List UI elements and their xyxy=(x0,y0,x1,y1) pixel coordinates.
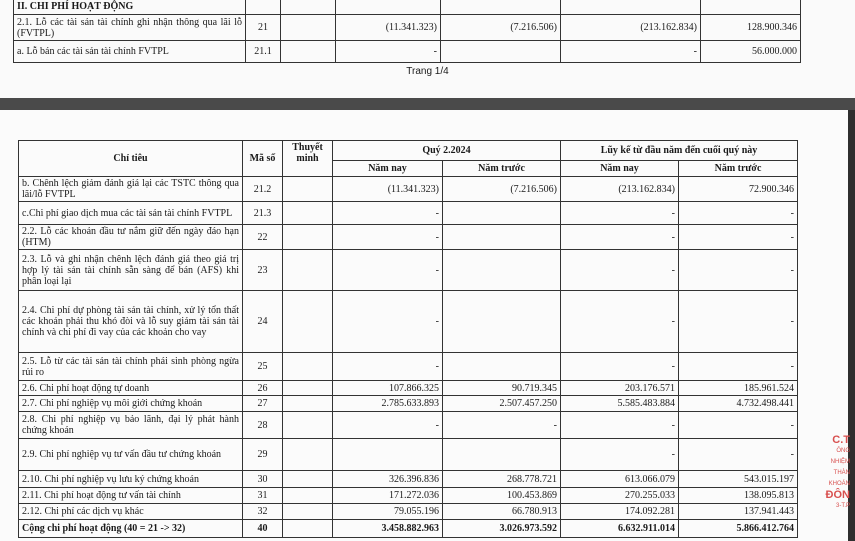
page-2 xyxy=(0,110,848,541)
row-label: 2.8. Chi phí nghiệp vụ bảo lãnh, đại lý phát hành chứng khoán xyxy=(19,412,243,439)
row-note xyxy=(283,439,333,471)
page-1-bottom xyxy=(0,0,855,98)
row-note xyxy=(283,488,333,504)
row-ytd-prev: - xyxy=(679,250,798,291)
top-expense-table xyxy=(13,0,801,63)
stamp-text: KHOÁN xyxy=(828,481,850,487)
table-row xyxy=(19,291,798,353)
header-ytd: Lũy kế từ đầu năm đến cuối quý này xyxy=(561,141,798,161)
row-note xyxy=(283,504,333,520)
row-ytd-now: 270.255.033 xyxy=(561,488,679,504)
table-row xyxy=(19,250,798,291)
table-row xyxy=(19,225,798,250)
row-label: c.Chi phí giao dịch mua các tài sản tài chính FVTPL xyxy=(19,202,243,225)
row-q-prev xyxy=(443,225,561,250)
header-ytd-last-year: Năm trước xyxy=(679,161,798,177)
stamp-text: NHIỆM xyxy=(830,459,850,465)
row-ytd-prev: 137.941.443 xyxy=(679,504,798,520)
row-code: 22 xyxy=(243,225,283,250)
row-label: 2.12. Chi phí các dịch vụ khác xyxy=(19,504,243,520)
row-ytd-now: - xyxy=(561,202,679,225)
table-row: a. Lỗ bán các tài sản tài chính FVTPL 21.1 - - 56.000.000 xyxy=(14,41,801,63)
row-note xyxy=(283,291,333,353)
row-ytd-prev: 138.095.813 xyxy=(679,488,798,504)
row-q-now xyxy=(333,439,443,471)
row-ytd-prev: 5.866.412.764 xyxy=(679,520,798,538)
row-ytd-now: - xyxy=(561,250,679,291)
row-code: 21.2 xyxy=(243,177,283,202)
header-code: Mã số xyxy=(243,141,283,177)
header-q-last-year: Năm trước xyxy=(443,161,561,177)
stamp-text: 3-T.P xyxy=(835,503,850,509)
row-q-prev xyxy=(443,439,561,471)
row-label: 2.11. Chi phí hoạt động tư vấn tài chính xyxy=(19,488,243,504)
row-ytd-now: - xyxy=(561,439,679,471)
page-separator xyxy=(0,98,855,110)
table-row xyxy=(19,381,798,396)
row-q-now: - xyxy=(333,412,443,439)
row-q-prev xyxy=(443,291,561,353)
header-ytd-this-year: Năm nay xyxy=(561,161,679,177)
row-ytd-now: 174.092.281 xyxy=(561,504,679,520)
company-stamp xyxy=(820,435,850,512)
row-q-prev: 268.778.721 xyxy=(443,471,561,488)
table-row xyxy=(19,439,798,471)
table-row xyxy=(19,177,798,202)
row-q-now: 171.272.036 xyxy=(333,488,443,504)
row-q-now: 79.055.196 xyxy=(333,504,443,520)
row-ytd-prev: - xyxy=(679,225,798,250)
row-ytd-prev: - xyxy=(679,291,798,353)
row-label: 2.6. Chi phí hoạt động tự doanh xyxy=(19,381,243,396)
row-q-prev xyxy=(443,353,561,381)
row-note xyxy=(283,225,333,250)
row-note xyxy=(283,396,333,412)
row-q-now: - xyxy=(333,250,443,291)
row-label: b. Chênh lệch giảm đánh giá lại các TSTC thông qua lãi/lỗ FVTPL xyxy=(19,177,243,202)
row-ytd-now: - xyxy=(561,353,679,381)
header-q-this-year: Năm nay xyxy=(333,161,443,177)
row-code: 30 xyxy=(243,471,283,488)
row-note xyxy=(283,520,333,538)
row-label: 2.9. Chi phí nghiệp vụ tư vấn đầu tư chứng khoán xyxy=(19,439,243,471)
row-code: 23 xyxy=(243,250,283,291)
row-q-now: - xyxy=(333,225,443,250)
row-ytd-prev: 4.732.498.441 xyxy=(679,396,798,412)
row-code: 25 xyxy=(243,353,283,381)
table-row xyxy=(19,353,798,381)
row-q-now: - xyxy=(333,353,443,381)
header-note: Thuyết minh xyxy=(283,141,333,177)
row-ytd-prev: - xyxy=(679,412,798,439)
row-q-prev: (7.216.506) xyxy=(443,177,561,202)
row-q-prev xyxy=(443,250,561,291)
row-q-prev: 3.026.973.592 xyxy=(443,520,561,538)
row-code: 32 xyxy=(243,504,283,520)
table-row xyxy=(19,202,798,225)
row-note xyxy=(283,202,333,225)
stamp-text: ĐÔN xyxy=(825,489,850,501)
row-ytd-prev: - xyxy=(679,439,798,471)
row-code: 29 xyxy=(243,439,283,471)
row-code: 40 xyxy=(243,520,283,538)
row-label: 2.7. Chi phí nghiệp vụ môi giới chứng khoán xyxy=(19,396,243,412)
row-ytd-now: - xyxy=(561,291,679,353)
stamp-text: THÀN xyxy=(833,470,850,476)
row-q-now: - xyxy=(333,291,443,353)
row-code: 26 xyxy=(243,381,283,396)
row-label: 2.5. Lỗ từ các tài sản tài chính phái sinh phòng ngừa rủi ro xyxy=(19,353,243,381)
row-q-now: 326.396.836 xyxy=(333,471,443,488)
row-label: 2.4. Chi phí dự phòng tài sản tài chính, xử lý tổn thất các khoản phải thu khó đòi và lỗ suy giảm tài sản tài chính và chi phí đi vay của các khoản cho vay xyxy=(19,291,243,353)
row-q-prev xyxy=(443,202,561,225)
table-row xyxy=(19,504,798,520)
table-row xyxy=(19,471,798,488)
row-note xyxy=(283,250,333,291)
row-label: 2.3. Lỗ và ghi nhận chênh lệch đánh giá theo giá trị hợp lý tài sản tài chính sẵn sàng để bán (AFS) khi phân loại lại xyxy=(19,250,243,291)
row-code: 27 xyxy=(243,396,283,412)
row-note xyxy=(283,381,333,396)
row-q-prev: 66.780.913 xyxy=(443,504,561,520)
row-code: 28 xyxy=(243,412,283,439)
operating-expense-table xyxy=(18,140,798,538)
row-label: 2.10. Chi phí nghiệp vụ lưu ký chứng khoán xyxy=(19,471,243,488)
table-row: 2.1. Lỗ các tài sản tài chính ghi nhận thông qua lãi lỗ (FVTPL) 21 (11.341.323) (7.216.506) (213.162.834) 128.900.346 xyxy=(14,15,801,41)
row-q-now: 3.458.882.963 xyxy=(333,520,443,538)
stamp-text: C.T xyxy=(832,434,850,446)
row-note xyxy=(283,353,333,381)
row-q-now: 2.785.633.893 xyxy=(333,396,443,412)
row-ytd-now: 203.176.571 xyxy=(561,381,679,396)
row-q-prev: 90.719.345 xyxy=(443,381,561,396)
table-row xyxy=(19,396,798,412)
row-ytd-prev: 185.961.524 xyxy=(679,381,798,396)
row-code: 21.3 xyxy=(243,202,283,225)
row-label: Cộng chi phí hoạt động (40 = 21 -> 32) xyxy=(19,520,243,538)
page-number: Trang 1/4 xyxy=(406,66,449,77)
row-label: 2.2. Lỗ các khoản đầu tư nắm giữ đến ngày đáo hạn (HTM) xyxy=(19,225,243,250)
row-ytd-now: 5.585.483.884 xyxy=(561,396,679,412)
row-note xyxy=(283,412,333,439)
header-item: Chỉ tiêu xyxy=(19,141,243,177)
row-ytd-now: - xyxy=(561,225,679,250)
row-ytd-prev: 72.900.346 xyxy=(679,177,798,202)
row-ytd-now: (213.162.834) xyxy=(561,177,679,202)
row-q-now: - xyxy=(333,202,443,225)
row-code: 24 xyxy=(243,291,283,353)
table-row xyxy=(19,488,798,504)
row-note xyxy=(283,177,333,202)
row-ytd-prev: 543.015.197 xyxy=(679,471,798,488)
row-note xyxy=(283,471,333,488)
row-q-prev: 100.453.869 xyxy=(443,488,561,504)
row-q-prev: - xyxy=(443,412,561,439)
row-code: 31 xyxy=(243,488,283,504)
row-q-prev: 2.507.457.250 xyxy=(443,396,561,412)
row-ytd-prev: - xyxy=(679,353,798,381)
table-row xyxy=(19,520,798,538)
section-title: II. CHI PHÍ HOẠT ĐỘNG xyxy=(14,0,246,15)
row-ytd-now: - xyxy=(561,412,679,439)
row-ytd-prev: - xyxy=(679,202,798,225)
row-ytd-now: 6.632.911.014 xyxy=(561,520,679,538)
table-row xyxy=(19,412,798,439)
row-ytd-now: 613.066.079 xyxy=(561,471,679,488)
row-q-now: 107.866.325 xyxy=(333,381,443,396)
stamp-text: ÔNG xyxy=(836,448,850,454)
row-q-now: (11.341.323) xyxy=(333,177,443,202)
header-quarter: Quý 2.2024 xyxy=(333,141,561,161)
